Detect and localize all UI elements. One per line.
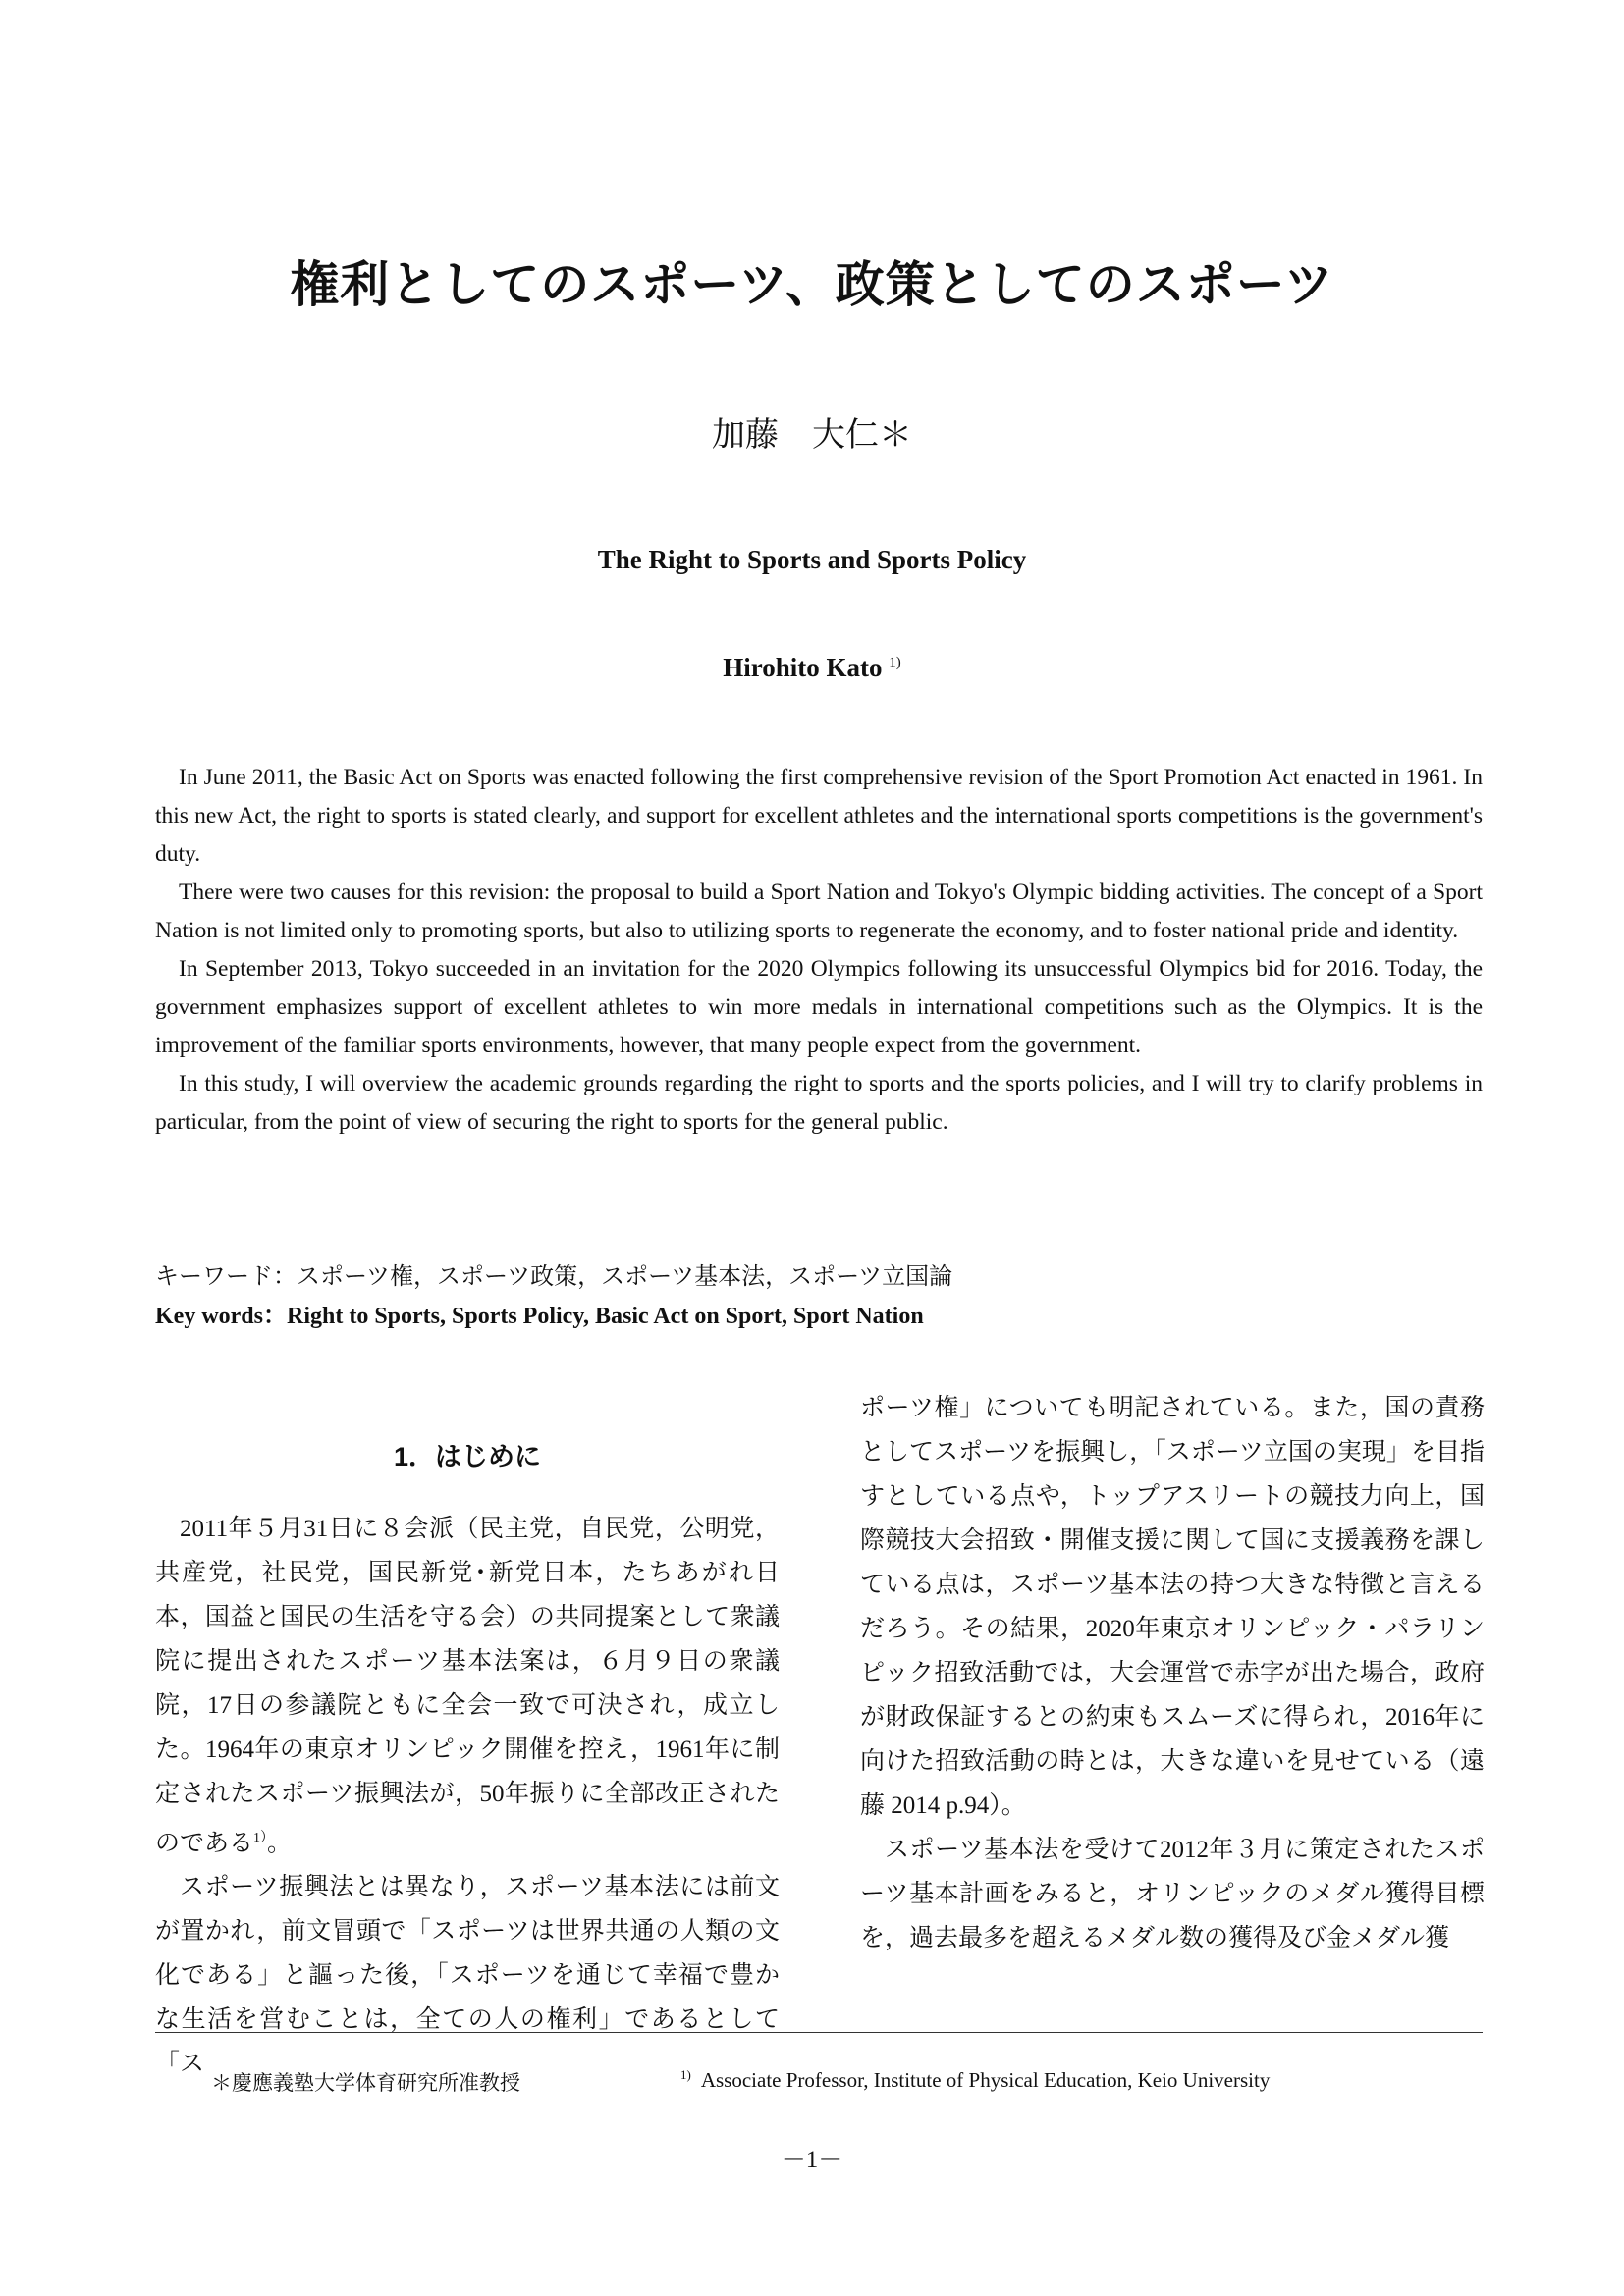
body-paragraph: ポーツ権」についても明記されている。また，国の責務としてスポーツを振興し，「スポーツ立国の実現」を目指すとしている点や，トップアスリートの競技力向上，国際競技大会招致・開催支援に関して国に支援義務を課している点は，スポーツ基本法の持つ大きな特徴と言えるだろう。その結果，2020年東京オリンピック・パラリンピック招致活動では，大会運営で赤字が出た場合，政府が財政保証するとの約束もスムーズに得られ，2016年に向けた招致活動の時とは，大きな違いを見せている（遠藤 2014 p.94）。 [860,1395,1485,1819]
author-name-jp: 加藤 大仁＊ [712,417,912,454]
footnote-affiliation-en [680,2067,1270,2093]
abstract [155,759,1483,1142]
page-number: －1－ [781,2147,843,2173]
footnote-text: Associate Professor, Institute of Physical Education, Keio University [700,2068,1271,2092]
abstract-paragraph: In June 2011, the Basic Act on Sports was enacted following the first comprehensive revision of the Sport Promotion Act enacted in 1961. In this new Act, the right to sports is stated clearly, and support for excellent athletes and the international sports competitions is the government's duty. [155,765,1483,867]
abstract-paragraph: There were two causes for this revision: the proposal to build a Sport Nation and Tokyo's Olympic bidding activities. The concept of a Sport Nation is not limited only to promoting sports, but also to utilizing sports to regenerate the economy, and to foster national pride and identity. [155,880,1483,943]
section-heading: 1．はじめに [393,1442,542,1471]
keywords-en: Key words：Right to Sports, Sports Policy, Basic Act on Sport, Sport Nation [155,1304,924,1329]
body-paragraph: スポーツ基本法を受けて2012年３月に策定されたスポーツ基本計画をみると，オリンピックのメダル獲得目標を，過去最多を超えるメダル数の獲得及び金メダル獲 [860,1837,1485,1951]
keywords-jp: キーワード：スポーツ権，スポーツ政策，スポーツ基本法，スポーツ立国論 [155,1264,953,1290]
footnote-divider [155,2032,1483,2033]
paper-title: 権利としてのスポーツ、政策としてのスポーツ [290,257,1334,312]
body-left-column [155,1507,780,2086]
body-paragraph: スポーツ振興法とは異なり，スポーツ基本法には前文が置かれ，前文冒頭で「スポーツは世界共通の人類の文化である」と謳った後，「スポーツを通じて幸福で豊かな生活を営むことは，全ての人の権利」であるとして「ス [155,1874,780,2078]
abstract-paragraph: In September 2013, Tokyo succeeded in an invitation for the 2020 Olympics following its unsuccessful Olympics bid for 2016. Today, the government emphasizes support of excellent athletes to win more medals in international competitions such as the Olympics. It is the improvement of the familiar sports environments, however, that many people expect from the government. [155,956,1483,1058]
footnote-ref: 1） [253,1831,268,1845]
author-name-en [0,653,1624,683]
abstract-paragraph: In this study, I will overview the academic grounds regarding the right to sports and the sports policies, and I will try to clarify problems in particular, from the point of view of securing the right to sports for the general public. [155,1071,1483,1135]
body-right-column [860,1386,1485,1960]
footnote-affiliation-jp: ＊慶應義塾大学体育研究所准教授 [211,2071,520,2095]
author-affiliation-mark: 1) [889,655,901,670]
paragraph-text: 2011年５月31日に８会派（民主党，自民党，公明党，共産党，社民党，国民新党･新党日本，たちあがれ日本，国益と国民の生活を守る会）の共同提案として衆議院に提出されたスポーツ基本法案は，６月９日の衆議院，17日の参議院ともに全会一致で可決され，成立した。1964年の東京オリンピック開催を控え，1961年に制定されたスポーツ振興法が，50年振りに全部改正されたのである [155,1516,780,1857]
paper-title-en: The Right to Sports and Sports Policy [597,545,1027,574]
author-name: Hirohito Kato [723,653,883,682]
body-paragraph [155,1507,780,1865]
paragraph-end: 。 [267,1830,293,1857]
footnote-mark: 1) [680,2067,691,2082]
